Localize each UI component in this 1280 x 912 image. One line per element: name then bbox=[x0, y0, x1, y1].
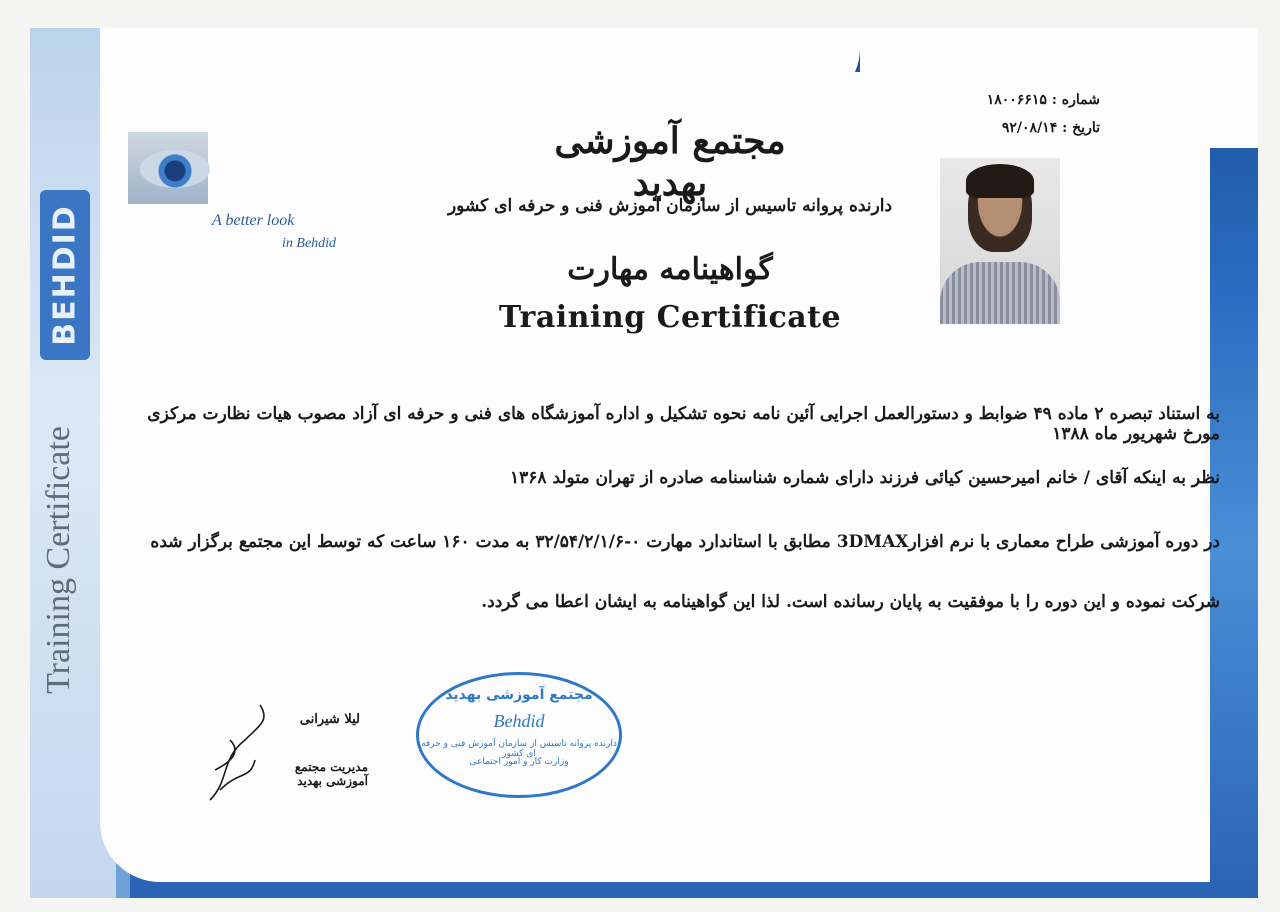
certificate-vertical-text: Training Certificate bbox=[40, 426, 77, 694]
certificate-vertical-label bbox=[14, 400, 104, 720]
logo-tagline-2: in Behdid bbox=[282, 236, 337, 251]
certificate-number: شماره : ۱۸۰۰۶۶۱۵ bbox=[986, 92, 1100, 108]
training-certificate-title: Training Certificate bbox=[498, 300, 842, 335]
stamp-ministry: وزارت کار و امور اجتماعی bbox=[469, 757, 569, 767]
skill-certificate-title: گواهینامه مهارت bbox=[567, 252, 773, 287]
stamp-brand: Behdid bbox=[493, 711, 545, 731]
signatory-name: لیلا شیرانی bbox=[299, 712, 360, 727]
institute-title: مجتمع آموزشی بهدید bbox=[554, 120, 786, 204]
body-line-2: نظر به اینکه آقای / خانم امیرحسین کیائی فرزند دارای شماره شناسنامه صادره از تهران متولد ۱۳۶۸ bbox=[510, 468, 1220, 488]
stamp-title: مجتمع آموزشی بهدید bbox=[445, 687, 593, 703]
body-line-4: شرکت نموده و این دوره را با موفقیت به پایان رسانده است. لذا این گواهینامه به ایشان اعطا می گردد. bbox=[481, 592, 1220, 612]
signature-mark bbox=[200, 700, 280, 810]
signatory-role: مدیریت مجتمع آموزشی بهدید bbox=[294, 760, 368, 788]
brand-vertical-badge bbox=[40, 190, 90, 360]
body-line-1: به استناد تبصره ۲ ماده ۴۹ ضوابط و دستورالعمل اجرایی آئین نامه نحوه تشکیل و اداره آموزشگاه های فنی و حرفه ای آزاد مصوب هیات نظارت مرکزی مورخ شهریور ماه ۱۳۸۸ bbox=[147, 404, 1220, 444]
brand-vertical-text: BEHDID bbox=[47, 204, 83, 346]
stamp-license: دارنده پروانه تاسیس از سازمان آموزش فنی و حرفه ای کشور bbox=[421, 739, 617, 759]
body-line-3: در دوره آموزشی طراح معماری با نرم افزار3DMAX مطابق با استاندارد مهارت ۰-۳۲/۵۴/۲/۱/۶ به مدت ۱۶۰ ساعت که توسط این مجتمع برگزار شده bbox=[150, 532, 1220, 552]
institute-subtitle: دارنده پروانه تاسیس از سازمان آموزش فنی و حرفه ای کشور bbox=[447, 196, 893, 216]
logo-tagline-1: A better look bbox=[212, 212, 295, 229]
institute-stamp bbox=[416, 672, 622, 798]
eye-logo-icon bbox=[140, 150, 210, 188]
holder-photo bbox=[940, 158, 1060, 324]
certificate-date: تاریخ : ۹۲/۰۸/۱۴ bbox=[1001, 120, 1100, 136]
